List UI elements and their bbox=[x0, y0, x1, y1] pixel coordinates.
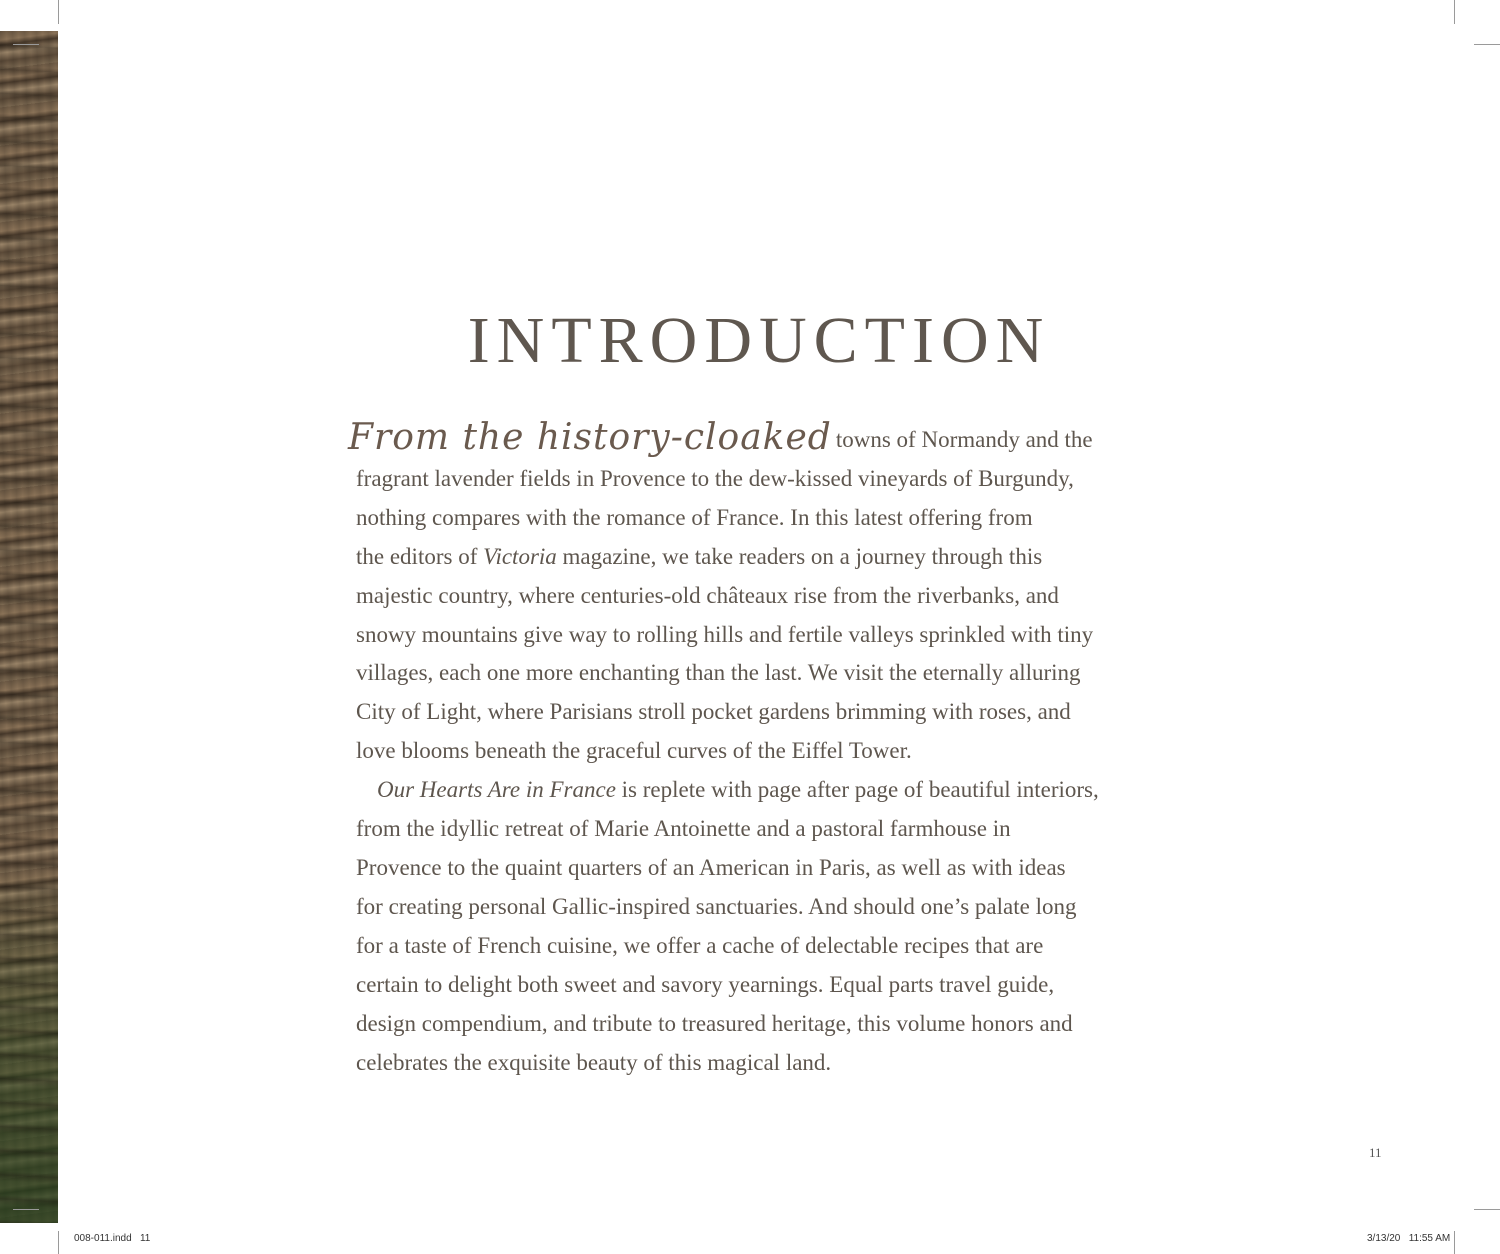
crop-mark-top-left bbox=[58, 0, 59, 24]
body-line-12: Provence to the quaint quarters of an American in Paris, as well as with ideas bbox=[356, 854, 1066, 880]
crop-mark-bottom-left-h bbox=[13, 1209, 39, 1210]
body-line-1: From the history-cloaked towns of Normandy and the bbox=[348, 417, 1093, 458]
crop-mark-bottom-right-h bbox=[1474, 1209, 1500, 1210]
body-line-8: City of Light, where Parisians stroll pocket gardens brimming with roses, and bbox=[356, 699, 1071, 725]
body-line-17: celebrates the exquisite beauty of this magical land. bbox=[356, 1049, 832, 1075]
body-line-10: Our Hearts Are in France is replete with page after page of beautiful interiors, bbox=[377, 777, 1099, 803]
body-line-2: fragrant lavender fields in Provence to the dew-kissed vineyards of Burgundy, bbox=[356, 465, 1074, 491]
body-line-13: for creating personal Gallic-inspired sanctuaries. And should one’s palate long bbox=[356, 893, 1077, 919]
body-line-14: for a taste of French cuisine, we offer a cache of delectable recipes that are bbox=[356, 932, 1044, 958]
crop-mark-bottom-left bbox=[58, 1231, 59, 1254]
body-line-6: snowy mountains give way to rolling hills and fertile valleys sprinkled with tiny bbox=[356, 621, 1094, 647]
introduction-body bbox=[348, 417, 1176, 1082]
body-line-15: certain to delight both sweet and savory yearnings. Equal parts travel guide, bbox=[356, 971, 1055, 997]
book-title: Our Hearts Are in France bbox=[377, 777, 616, 803]
crop-mark-top-right bbox=[1454, 0, 1455, 24]
page-title: INTRODUCTION bbox=[467, 304, 1051, 377]
crop-mark-top-left-h bbox=[13, 44, 39, 45]
body-line-11: from the idyllic retreat of Marie Antoinette and a pastoral farmhouse in bbox=[356, 816, 1011, 842]
crop-mark-bottom-right bbox=[1454, 1231, 1455, 1254]
crop-mark-top-right-h bbox=[1474, 44, 1500, 45]
body-line-4: the editors of Victoria magazine, we take readers on a journey through this bbox=[356, 543, 1043, 569]
body-line-5: majestic country, where centuries-old châteaux rise from the riverbanks, and bbox=[356, 582, 1059, 608]
body-line-9: love blooms beneath the graceful curves of the Eiffel Tower. bbox=[356, 738, 912, 764]
magazine-title: Victoria bbox=[483, 543, 557, 569]
slug-timestamp: 3/13/20 11:55 AM bbox=[1367, 1233, 1451, 1244]
body-line-7: villages, each one more enchanting than the last. We visit the eternally alluring bbox=[356, 660, 1081, 686]
body-line-3: nothing compares with the romance of France. In this latest offering from bbox=[356, 504, 1033, 530]
body-line-16: design compendium, and tribute to treasured heritage, this volume honors and bbox=[356, 1010, 1073, 1036]
page-number: 11 bbox=[1369, 1145, 1382, 1160]
stone-wall-photo bbox=[0, 31, 58, 1223]
lead-script-phrase: From the history-cloaked bbox=[348, 417, 832, 458]
slug-filename: 008-011.indd 11 bbox=[74, 1233, 151, 1244]
